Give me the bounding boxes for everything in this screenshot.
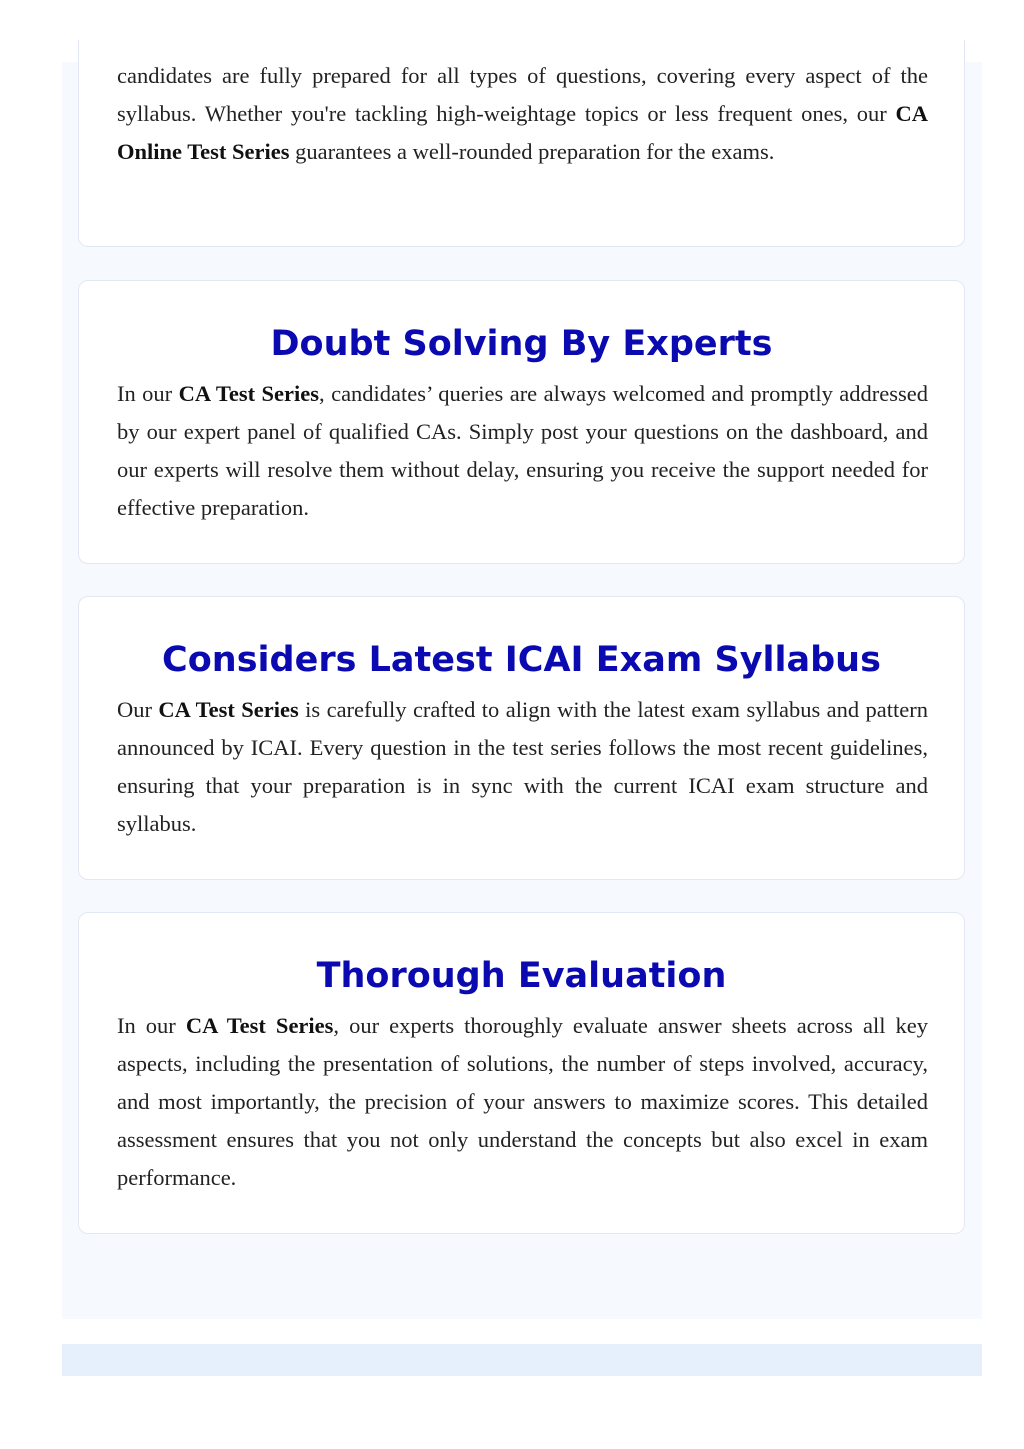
feature-card-latest-syllabus [78, 596, 965, 880]
feature-card-body: In our CA Test Series, our experts thoroughly evaluate answer sheets across all key aspects, including the presentation of solutions, the number of steps involved, accuracy, and most importantly, the precision of your answers to maximize scores. This detailed assessment ensures that you not only understand the concepts but also excel in exam performance. [117, 1013, 928, 1190]
highlight-text: CA Online Test Series [117, 101, 928, 164]
feature-card-title: Thorough Evaluation [316, 956, 727, 996]
feature-card-doubt-solving [78, 280, 965, 564]
feature-card-thorough-evaluation [78, 912, 965, 1234]
highlight-text: CA Test Series [158, 697, 299, 722]
feature-card-title: Doubt Solving By Experts [270, 324, 773, 364]
feature-card-body: candidates are fully prepared for all types of questions, covering every aspect of the syllabus. Whether you're tackling high-weightage topics or less frequent ones, our CA Online Test Series guarantees a well-rounded preparation for the exams. [117, 63, 928, 164]
feature-card-title: Considers Latest ICAI Exam Syllabus [162, 640, 881, 680]
feature-card-question-coverage [78, 40, 965, 247]
feature-card-body: In our CA Test Series, candidates’ queries are always welcomed and promptly addressed by our expert panel of qualified CAs. Simply post your questions on the dashboard, and our experts will resolve them without delay, ensuring you receive the support needed for effective preparation. [117, 381, 928, 520]
footer-strip [62, 1344, 982, 1376]
feature-card-body: Our CA Test Series is carefully crafted to align with the latest exam syllabus and pattern announced by ICAI. Every question in the test series follows the most recent guidelines, ensuring that your preparation is in sync with the current ICAI exam structure and syllabus. [117, 697, 928, 836]
highlight-text: CA Test Series [178, 381, 320, 406]
highlight-text: CA Test Series [185, 1013, 334, 1038]
